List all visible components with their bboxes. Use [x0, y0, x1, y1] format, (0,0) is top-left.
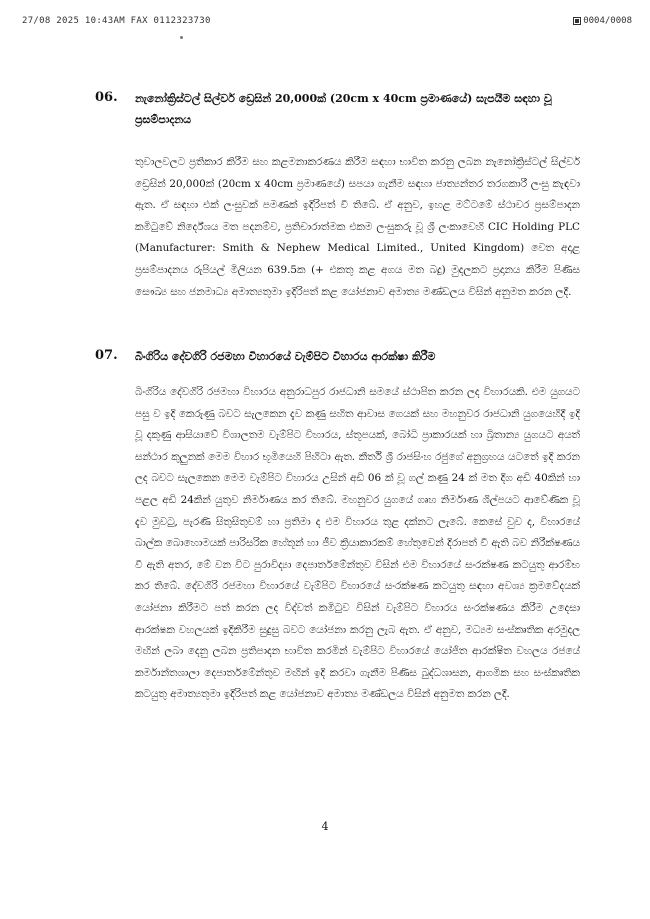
section-body-07: බිංගිරිය දේවගිරි රජමහා විහාරය අනුරාධපුර රාජධානි සමයේ ස්ථාපිත කරන ලද විහාරයකි. එම යුගයට පසු ව ඉදි කෙරුණු බවට සැලකෙන දැව කණු සහිත ආවාස ගෙයක් සහ මහනුවර රාජධානි යුගයෙහිදී ඉදි වූ දකුණු ආසියාවේ විශාලතම වැම්පිට විහාරය, ස්තූපයක්, බෝධි ප්‍රාකාරයක් හා බ්‍රිතාන්‍ය යුගයට අයත් සන්ථාර කුලුනක් මෙම විහාර භූමියෙහි පිහිටා ඇත. කීර්ති ශ්‍රී රාජසිංහ රජුගේ අනුග්‍රහය යටතේ ඉදි කරන ලද බවට සැලකෙන මෙම වැම්පිට විහාරය උසින් අඩි 06 ක් වූ ගල් කණු 24 ක් මත දිග අඩි 40කින් හා පළල අඩි 24කින් යුතුව නිර්මාණය කර තිබේ. මහනුවර යුගයේ ගෘහ නිර්මාණ ශිල්පයට ආවේණික වූ දැව මුවටු, පැරණි සිතුසිතුවම් හා ප්‍රතිමා ද එම විහාරය තුළ දක්නට ලැබේ. කෙසේ වුව ද, විහාරයේ බාල්ක බොහොමයක් පාරිසරික හේතූන් හා ජීව ක්‍රියාකාරකම් හේතුවෙන් දිරාපත් වී ඇති බව නිරීක්ෂණය වී ඇති අතර, මේ වන විට පුරාවිද්‍යා දෙපාර්තමේන්තුව විසින් එම විහාරයේ සංරක්ෂණ කටයුතු ආරම්භ කර තිබේ. දේවගිරි රජමහා විහාරයේ වැම්පිට විහාරයේ සංරක්ෂණ කටයුතු සඳහා අවශ්‍ය ක්‍රමවේදයක් යෝජනා කිරීමට පත් කරන ලද විද්වත් කමිටුව විසින් වැම්පිට විහාරය සංරක්ෂණය කිරීම උදෙසා ආරක්ෂක වහලයක් ඉදිකිරීම සුදුසු බවට යෝජනා කරනු ලැබ ඇත. ඒ අනුව, මධ්‍යම සංස්කෘතික අරමුදල මඟින් ලබා දෙනු ලබන ප්‍රතිපාදන භාවිත කරමින් වැම්පිට විහාරයේ යෝජිත ආරක්ෂිත වහලය රජයේ කර්මාන්තශාලා දෙපාර්තමේන්තුව මඟින් ඉදි කරවා ගැනීම පිණිස බුද්ධශාසන, ආගමික සහ සංස්කෘතික කටයුතු අමාත්‍යතුමා ඉදිරිපත් කළ යෝජනාව අමාත්‍ය මණ්ඩලය විසින් අනුමත කරන ලදී.	[135, 386, 580, 701]
section-heading-06: නැනෝක්‍රිස්ටල් සිල්වර් ඩ්‍රෙසින් 20,000ක් (20cm x 40cm ප්‍රමාණයේ) සැපයීම සඳහා වූ ප්‍රසම්පාදනය	[135, 92, 552, 126]
section-heading-07: බිංගිරිය දේවගිරි රජමහා විහාරයේ වැම්පිට විහාරය ආරක්ෂා කිරීම	[135, 350, 436, 363]
fax-header	[22, 16, 632, 30]
fax-page-count	[573, 16, 632, 26]
scan-speck	[180, 36, 183, 39]
page-number: 4	[321, 820, 329, 833]
fax-timestamp-number: 27/08 2025 10:43AM FAX 0112323730	[22, 16, 211, 26]
document-icon	[573, 17, 581, 25]
section-number-07: 07.	[95, 348, 118, 363]
section-body-06: තුවාලවලට ප්‍රතිකාර කිරීම සහ කළමනාකරණය කිරීම සඳහා භාවිත කරනු ලබන නැනෝක්‍රිස්ටල් සිල්වර් ඩ්‍රෙසින් 20,000ක් (20cm x 40cm ප්‍රමාණයේ) සපයා ගැනීම සඳහා ජාත්‍යන්තර තරගකාරී ලංසු කැඳවා ඇත. ඒ සඳහා එක් ලංසුවක් පමණක් ඉදිරිපත් වී තිබේ. ඒ අනුව, ඉහළ මට්ටමේ ස්ථාවර ප්‍රසම්පාදන කමිටුවේ නිර්දේශය මත පදනම්ව, ප්‍රතිචාරාත්මක එකම ලංසුකරු වූ ශ්‍රී ලංකාවෙහි CIC Holding PLC (Manufacturer: Smith & Nephew Medical Limited., United Kingdom) වෙත අදාළ ප්‍රසම්පාදනය රුපියල් මිලියන 639.5ක (+ එකතු කළ අගය මත බදු) මුදලකට ප්‍රදානය කිරීම පිණිස සෞඛ්‍ය සහ ජනමාධ්‍ය අමාත්‍යතුමා ඉදිරිපත් කළ යෝජනාව අමාත්‍ය මණ්ඩලය විසින් අනුමත කරන ලදී.	[135, 156, 580, 298]
fax-page-counter: 0004/0008	[583, 16, 632, 26]
section-number-06: 06.	[95, 90, 118, 105]
